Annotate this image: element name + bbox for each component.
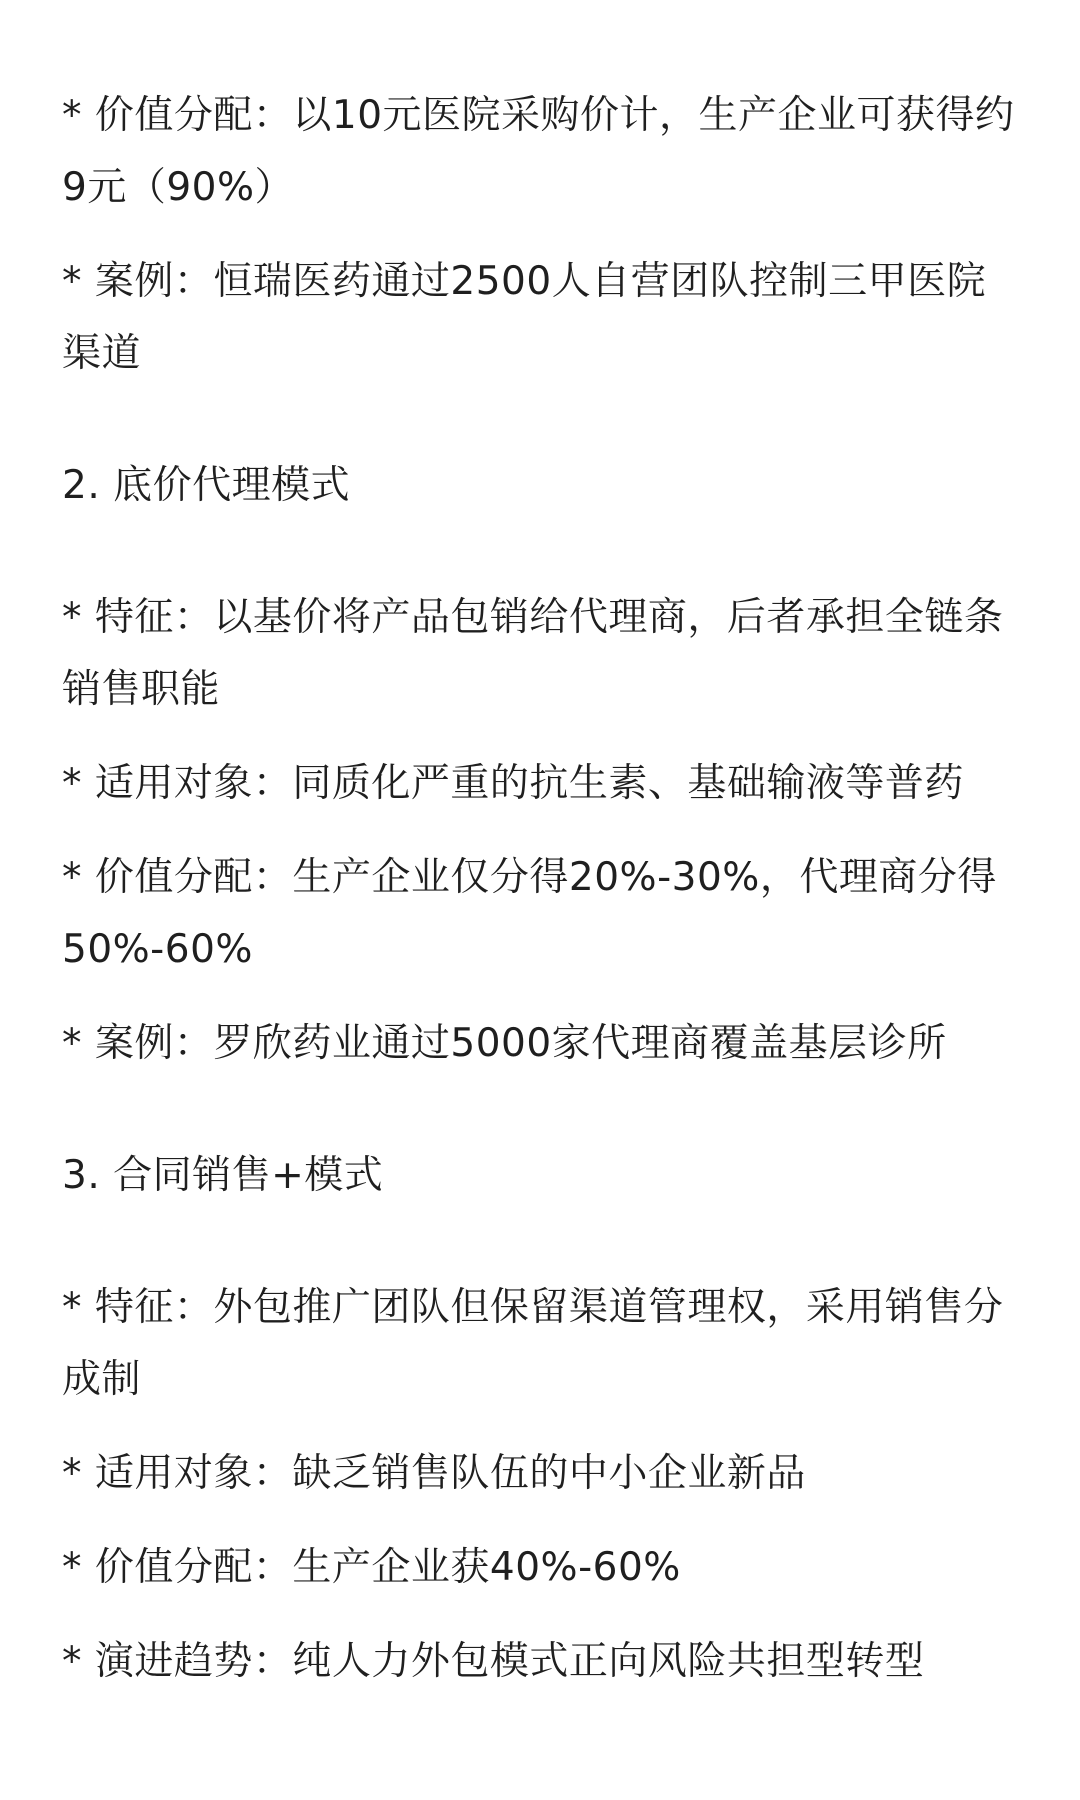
case-bullet: * 案例：罗欣药业通过5000家代理商覆盖基层诊所 — [62, 1021, 947, 1066]
feature-bullet: * 特征：以基价将产品包销给代理商，后者承担全链条销售职能 — [62, 595, 1004, 712]
value-distribution-bullet: * 价值分配：生产企业仅分得20%-30%，代理商分得50%-60% — [62, 855, 997, 972]
section-heading-contract-sales: 3. 合同销售+模式 — [62, 1153, 384, 1198]
value-distribution-bullet: * 价值分配：以10元医院采购价计，生产企业可获得约9元（90%） — [62, 93, 1015, 210]
value-distribution-bullet: * 价值分配：生产企业获40%-60% — [62, 1545, 681, 1590]
article-content — [62, 80, 1022, 1698]
section-heading-floor-price-agency: 2. 底价代理模式 — [62, 463, 351, 508]
applicable-target-bullet: * 适用对象：同质化严重的抗生素、基础输液等普药 — [62, 761, 964, 806]
evolution-trend-bullet: * 演进趋势：纯人力外包模式正向风险共担型转型 — [62, 1639, 925, 1684]
applicable-target-bullet: * 适用对象：缺乏销售队伍的中小企业新品 — [62, 1451, 806, 1496]
feature-bullet: * 特征：外包推广团队但保留渠道管理权，采用销售分成制 — [62, 1285, 1004, 1402]
case-bullet: * 案例：恒瑞医药通过2500人自营团队控制三甲医院渠道 — [62, 259, 987, 376]
